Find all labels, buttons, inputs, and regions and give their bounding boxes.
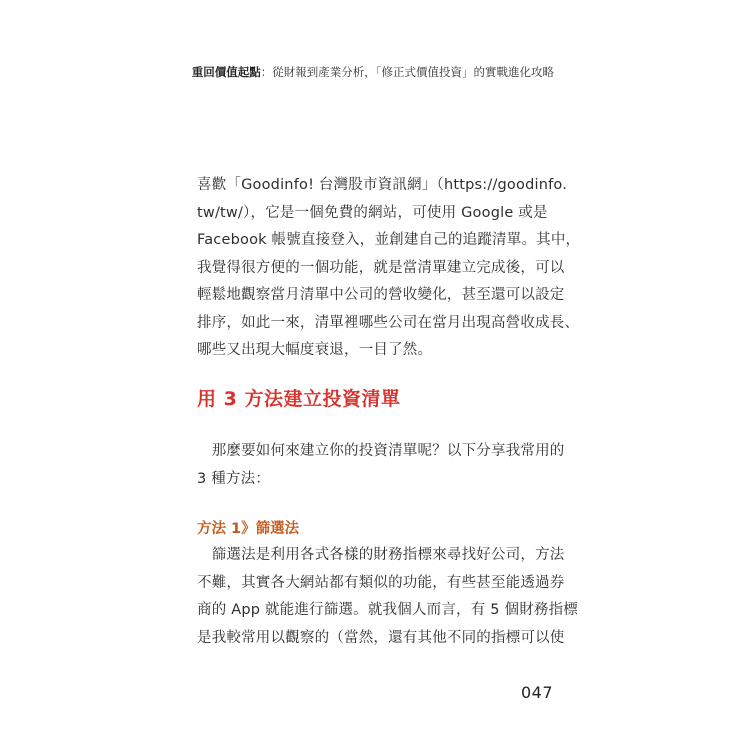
paragraph-3 — [197, 542, 578, 652]
book-subtitle: ：從財報到產業分析，「修正式價值投資」的實戰進化攻略 — [260, 65, 554, 79]
paragraph-line: tw/tw/），它是一個免費的網站，可使用 Google 或是 — [197, 204, 548, 221]
paragraph-line: Facebook 帳號直接登入，並創建自己的追蹤清單。其中， — [197, 232, 581, 248]
paragraph-line: 我覺得很方便的一個功能，就是當清單建立完成後，可以 — [197, 259, 565, 276]
book-title: 重回價值起點 — [191, 65, 261, 79]
paragraph-line: 3 種方法： — [197, 470, 271, 487]
paragraph-line: 那麼要如何來建立你的投資清單呢？以下分享我常用的 — [197, 443, 565, 459]
paragraph-line: 不難，其實各大網站都有類似的功能，有些甚至能透過券 — [197, 574, 565, 591]
section-heading: 用 3 方法建立投資清單 — [197, 388, 401, 410]
sub-heading: 方法 1》篩選法 — [197, 521, 300, 537]
paragraph-line: 喜歡「Goodinfo! 台灣股市資訊網」（https://goodinfo. — [197, 177, 568, 193]
paragraph-line: 篩選法是利用各式各樣的財務指標來尋找好公司，方法 — [197, 547, 565, 563]
paragraph-line: 輕鬆地觀察當月清單中公司的營收變化，甚至還可以設定 — [197, 287, 565, 303]
page-number: 047 — [520, 683, 553, 702]
running-header — [0, 64, 554, 80]
paragraph-2 — [197, 438, 565, 493]
paragraph-line: 是我較常用以觀察的（當然，還有其他不同的指標可以使 — [197, 629, 565, 646]
paragraph-line: 哪些又出現大幅度衰退，一目了然。 — [197, 342, 433, 358]
paragraph-1 — [197, 172, 581, 365]
paragraph-line: 排序，如此一來，清單裡哪些公司在當月出現高營收成長、 — [197, 314, 580, 331]
paragraph-line: 商的 App 就能進行篩選。就我個人而言，有 5 個財務指標 — [197, 602, 578, 618]
